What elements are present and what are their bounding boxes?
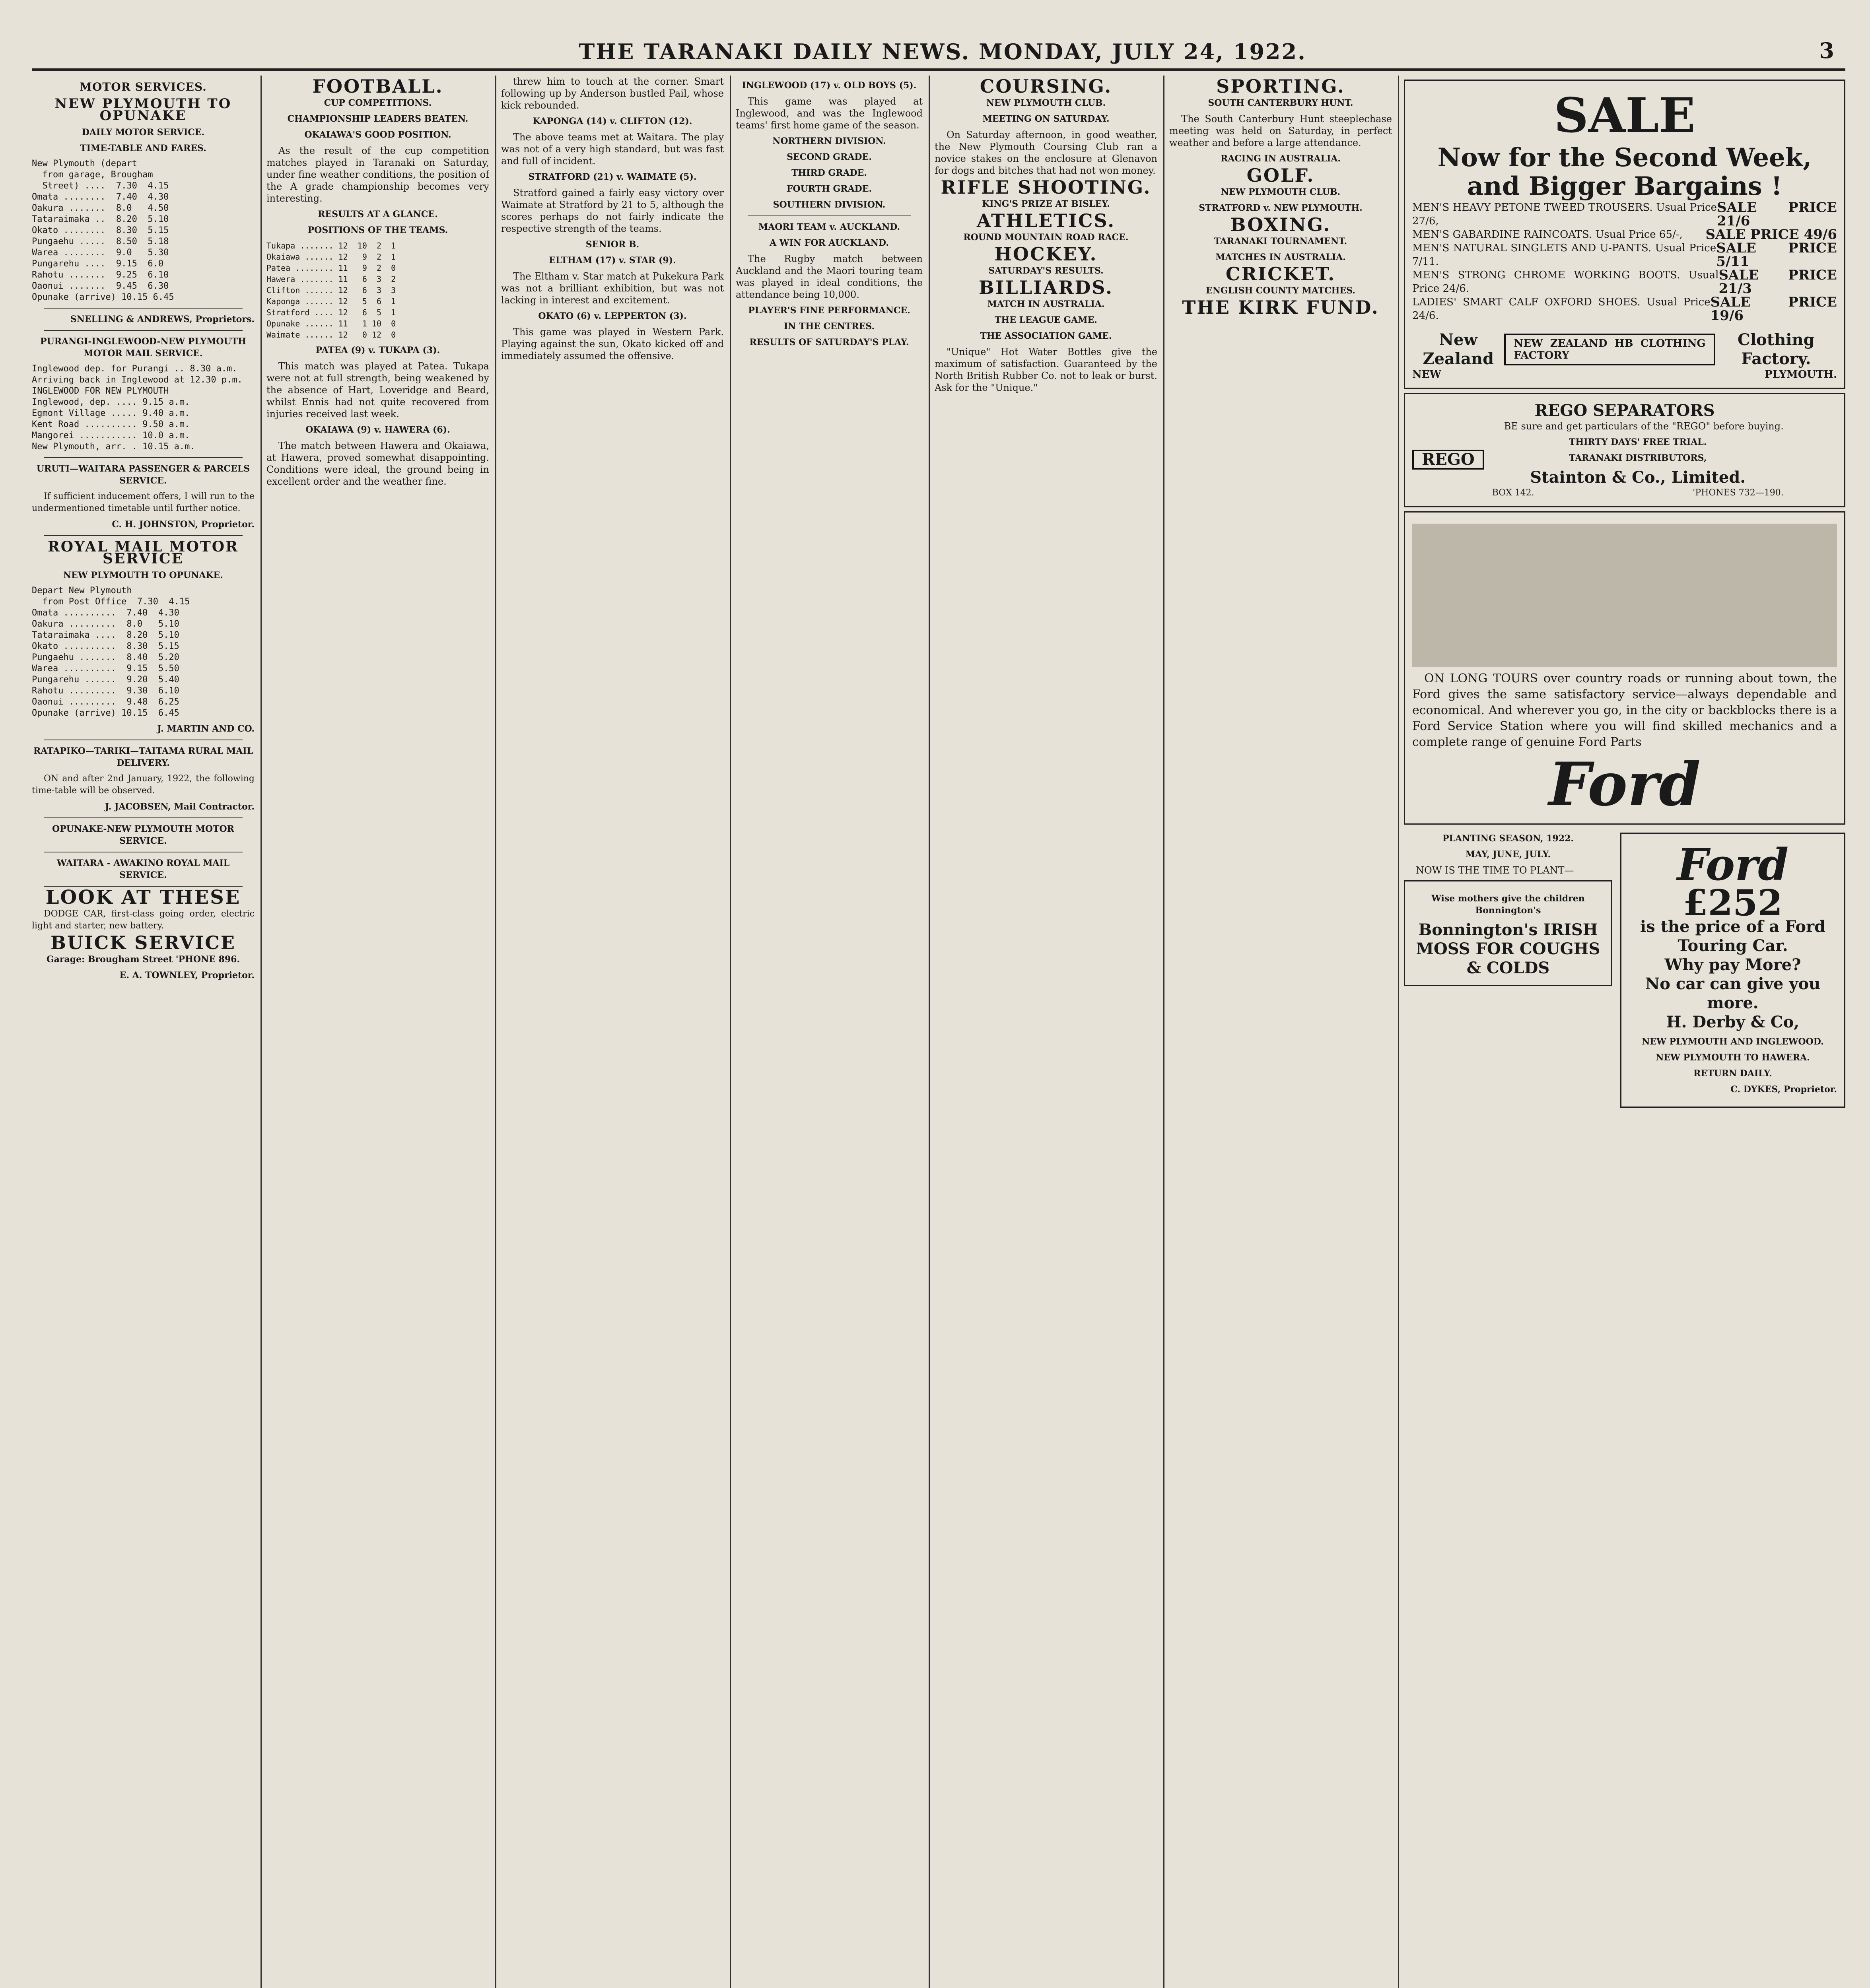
article-body: Stratford gained a fairly easy victory over Waimate at Stratford by 21 to 5, although the scores perhaps do not fairly indicate the respective strength of the teams. [501,187,724,234]
masthead-title: THE TARANAKI DAILY NEWS. MONDAY, JULY 24, 1922. [579,39,1306,64]
opunake-owners: SNELLING & ANDREWS, Proprietors. [70,314,255,324]
column-motor-services [32,76,255,1988]
column-rule [1163,76,1164,1988]
centres-sub: RESULTS OF SATURDAY'S PLAY. [749,337,909,348]
column-rule [730,76,731,1988]
sale-item-name: MEN'S GABARDINE RAINCOATS. Usual Price 65/-, [1412,229,1683,241]
patea-head: PATEA (9) v. TUKAPA (3). [315,345,440,355]
senior-b: SENIOR B. [585,239,640,250]
ford-price-text: is the price of a Ford Touring Car. [1640,917,1826,955]
rego-phone: 'PHONES 732—190. [1693,488,1784,498]
royal-mail-title: ROYAL MAIL MOTOR SERVICE [47,538,239,567]
column-coursing [935,76,1157,1988]
sale-item [1412,268,1837,295]
column-rule [929,76,930,1988]
nz-clothing-ad [1404,80,1845,389]
ford-logo: Ford [1548,749,1701,819]
article-body: This game was played in Western Park. Playing against the sun, Okato kicked off and immediately assumed the offensive. [501,326,724,361]
sale-item [1412,201,1837,228]
sale-item-price: SALE PRICE 19/6 [1710,294,1837,324]
uruti-owner: C. H. JOHNSTON, Proprietor. [112,519,255,530]
look-body: DODGE CAR, first-class going order, electric light and starter, new battery. [32,909,255,931]
billiards-sub: MATCH IN AUSTRALIA. [987,299,1105,309]
rego-firm: Stainton & Co., Limited. [1530,468,1746,487]
hawera-owner: C. DYKES, Proprietor. [1730,1084,1837,1095]
association-head: THE ASSOCIATION GAME. [980,331,1112,341]
football-sub2: CHAMPIONSHIP LEADERS BEATEN. [287,114,468,124]
nz-logo: NEW ZEALAND HB CLOTHING FACTORY [1504,334,1715,365]
divider [44,457,243,458]
royal-mail-owner: J. MARTIN AND CO. [157,724,255,734]
article-body: The Rugby match between Auckland and the Maori touring team was played in ideal conditions, the attendance being 10,000. [736,253,923,300]
ford-text: ON LONG TOURS over country roads or running about town, the Ford gives the same satisfactory service—always dependable and economical. And wherever you go, in the city or backblocks there is a Ford Service Station where you will find skilled mechanics and a complete range of genuine Ford Parts [1412,672,1837,749]
athletics-heading: ATHLETICS. [976,210,1116,231]
football-heading: FOOTBALL. [312,76,443,97]
rifle-heading: RIFLE SHOOTING. [941,177,1151,198]
ford-logo: Ford [1677,839,1789,890]
no-car: No car can give you more. [1645,975,1821,1012]
player-head: PLAYER'S FINE PERFORMANCE. [748,305,910,316]
eltham-head: ELTHAM (17) v. STAR (9). [549,255,676,266]
okaiawa-head: OKAIAWA (9) v. HAWERA (6). [305,425,450,435]
sale-item [1412,295,1837,322]
ford-tour-ad [1404,511,1845,825]
opunake-np-title: OPUNAKE-NEW PLYMOUTH MOTOR SERVICE. [52,824,234,846]
waitara-title: WAITARA - AWAKINO ROYAL MAIL SERVICE. [56,858,230,880]
ford-price-ad [1620,833,1845,1108]
okato-head: OKATO (6) v. LEPPERTON (3). [538,311,687,321]
centres-head: IN THE CENTRES. [783,321,875,332]
cricket-heading: CRICKET. [1225,263,1336,285]
nz-town: PLYMOUTH. [1765,369,1837,381]
section-heading: MOTOR SERVICES. [80,80,207,93]
boxing-heading: BOXING. [1230,214,1331,235]
bonnington-name: Bonnington's IRISH MOSS FOR COUGHS & COLDS [1416,920,1600,977]
article-body: The South Canterbury Hunt steeplechase meeting was held on Saturday, in perfect weather and before a large attendance. [1169,113,1392,148]
nz-new: NEW [1412,369,1441,381]
sale-item-name: MEN'S HEAVY PETONE TWEED TROUSERS. Usual Price 27/6, [1412,202,1717,227]
stratford-np: STRATFORD v. NEW PLYMOUTH. [1199,203,1363,213]
article-body: threw him to touch at the corner. Smart following up by Anderson bustled Pail, whose kick rebounded. [501,76,724,111]
buick-title: BUICK SERVICE [51,932,236,953]
bonnington-tag: Wise mothers give the children Bonnington's [1431,893,1585,916]
coursing-heading: COURSING. [980,76,1112,97]
masthead-rule [32,68,1845,71]
planting-sub: MAY, JUNE, JULY. [1465,849,1551,860]
timetable: Inglewood dep. for Purangi .. 8.30 a.m. Arriving back in Inglewood at 12.30 p.m. INGLEWOOD FOR NEW PLYMOUTH Inglewood, dep. .... 9.15 a.m. Egmont Village ..... 9.40 a.m. Kent Road .......... 9.50 a.m. Mangorei ........... 10.0 a.m. New Plymouth, arr. . 10.15 a.m. [32,364,243,452]
column-rule [260,76,262,1988]
hawera-head: NEW PLYMOUTH TO HAWERA. [1656,1052,1810,1063]
article-body: The match between Hawera and Okaiawa, at Hawera, proved somewhat disappointing. Conditions were ideal, the ground being in excellent order and the weather fine. [266,440,489,487]
column-rule [1398,76,1399,1988]
coursing-sub2: MEETING ON SATURDAY. [982,114,1110,124]
boxing-sub: TARANAKI TOURNAMENT. [1214,236,1347,247]
planting-head: PLANTING SEASON, 1922. [1442,833,1574,844]
bonnington-ad [1404,880,1612,986]
divider [44,535,243,536]
planting-ad [1404,829,1612,1112]
column-rule [495,76,496,1988]
article-body: This match was played at Patea. Tukapa were not at full strength, being weakened by the absence of Hart, Loveridge and Beard, whilst Ennis had not quite recovered from injuries received last week. [266,361,489,419]
rego-title: REGO SEPARATORS [1534,401,1715,420]
sale-item-price: SALE PRICE 21/3 [1718,267,1837,297]
matches-aus: MATCHES IN AUSTRALIA. [1215,252,1346,262]
uruti-title: URUTI—WAITARA PASSENGER & PARCELS SERVICE. [36,464,250,486]
ford-price: £252 [1683,882,1783,924]
football-sub3: OKAIAWA'S GOOD POSITION. [304,130,451,140]
positions-head: POSITIONS OF THE TEAMS. [307,225,448,235]
kirk-heading: THE KIRK FUND. [1182,297,1379,318]
article-body: The above teams met at Waitara. The play was not of a very high standard, but was fast and full of incident. [501,132,724,167]
sale-headline: Now for the Second Week, and Bigger Bargains ! [1437,143,1812,201]
article-body: This game was played at Inglewood, and was the Inglewood teams' first home game of the season. [736,96,923,131]
opunake-sub: DAILY MOTOR SERVICE. [82,127,205,138]
northern: NORTHERN DIVISION. [772,136,886,146]
sale-item-price: SALE PRICE 21/6 [1716,200,1837,229]
rifle-sub: KING'S PRIZE AT BISLEY. [982,199,1110,209]
ratapiko-body: ON and after 2nd January, 1922, the following time-table will be observed. [32,774,255,796]
article-body: The Eltham v. Star match at Pukekura Park was not a brilliant exhibition, but was not lacking in interest and excitement. [501,271,724,306]
standings-table: Tukapa ....... 12 10 2 1 Okaiawa ...... 12 9 2 1 Patea ........ 11 9 2 0 Hawera ....... 11 6 3 2 Clifton ...... 12 6 3 3 Kaponga ...... 12 5 6 1 Stratford .... 12 6 5 1 Opunake ...... 11 1 10 0 Waimate ...... 12 0 12 0 [266,241,396,340]
buick-garage: Garage: Brougham Street 'PHONE 896. [46,954,240,965]
derby-sub: NEW PLYMOUTH AND INGLEWOOD. [1642,1037,1824,1047]
billiards-heading: BILLIARDS. [978,277,1113,298]
column-football-cont [501,76,724,1988]
southern: SOUTHERN DIVISION. [773,200,886,210]
article-body: As the result of the cup competition matches played in Taranaki on Saturday, under fine weather conditions, the position of the A grade championship becomes very interesting. [266,145,489,204]
why-pay: Why pay More? [1664,955,1801,974]
sporting-sub: SOUTH CANTERBURY HUNT. [1208,98,1353,108]
rego-dist: TARANAKI DISTRIBUTORS, [1569,453,1707,463]
derby: H. Derby & Co, [1666,1013,1800,1031]
hockey-sub: SATURDAY'S RESULTS. [988,266,1104,276]
racing-sub: RACING IN AUSTRALIA. [1220,153,1341,164]
results-head: RESULTS AT A GLANCE. [318,209,438,219]
column-football-results [736,76,923,1988]
rego-box: BOX 142. [1492,488,1534,498]
third-grade: THIRD GRADE. [791,168,867,178]
league-head: THE LEAGUE GAME. [995,315,1097,325]
fourth-grade: FOURTH GRADE. [786,184,872,194]
divider [44,817,243,818]
athletics-sub: ROUND MOUNTAIN ROAD RACE. [963,232,1129,243]
planting-text: NOW IS THE TIME TO PLANT— [1416,865,1574,876]
column-sporting [1169,76,1392,1988]
nz-left: New Zealand [1423,330,1494,368]
kaponga-head: KAPONGA (14) v. CLIFTON (12). [533,116,692,126]
sale-items [1412,201,1837,322]
timetable: New Plymouth (depart from garage, Brougham Street) .... 7.30 4.15 Omata ........ 7.40 4.30 Oakura ....... 8.0 4.50 Tataraimaka .. 8.20 5.10 Okato ........ 8.30 5.15 Pungaehu ..... 8.50 5.18 Warea ........ 9.0 5.30 Pungarehu .... 9.15 6.0 Rahotu ....... 9.25 6.10 Oaonui ....... 9.45 6.30 Opunake (arrive) 10.15 6.45 [32,159,174,302]
purangi-title: PURANGI-INGLEWOOD-NEW PLYMOUTH MOTOR MAIL SERVICE. [40,336,246,359]
opunake-table-head: TIME-TABLE AND FARES. [80,143,206,153]
opunake-title: NEW PLYMOUTH TO OPUNAKE [54,96,232,124]
rego-text: BE sure and get particulars of the "REGO" before buying. [1504,421,1784,432]
sale-item-price: SALE PRICE 49/6 [1705,227,1837,243]
car-illustration [1412,524,1837,667]
cricket-sub: ENGLISH COUNTY MATCHES. [1206,285,1355,296]
maori-sub: A WIN FOR AUCKLAND. [770,238,889,248]
look-title: LOOK AT THESE [45,886,241,909]
sale-item-name: MEN'S NATURAL SINGLETS AND U-PANTS. Usual Price 7/11. [1412,242,1716,268]
ratapiko-owner: J. JACOBSEN, Mail Contractor. [105,802,255,812]
sale-item-name: LADIES' SMART CALF OXFORD SHOES. Usual Price 24/6. [1412,296,1711,322]
hawera-sub: RETURN DAILY. [1693,1068,1772,1079]
divider [748,215,911,216]
column-football [266,76,489,1988]
article-body: On Saturday afternoon, in good weather, the New Plymouth Coursing Club ran a novice stakes on the enclosure at Glenavon for dogs and bitches that had not won money. [935,129,1157,176]
stratford-head: STRATFORD (21) v. WAIMATE (5). [528,172,697,182]
royal-mail-sub: NEW PLYMOUTH TO OPUNAKE. [63,570,223,580]
uruti-body: If sufficient inducement offers, I will run to the undermentioned timetable until further notice. [32,491,255,513]
timetable: Depart New Plymouth from Post Office 7.30 4.15 Omata .......... 7.40 4.30 Oakura ......... 8.0 5.10 Tataraimaka .... 8.20 5.10 Okato .......... 8.30 5.15 Pungaehu ....... 8.40 5.20 Warea .......... 9.15 5.50 Pungarehu ...... 9.20 5.40 Rahotu ......... 9.30 6.10 Oaonui ......... 9.48 6.25 Opunake (arrive) 10.15 6.45 [32,586,190,718]
hockey-heading: HOCKEY. [994,243,1098,265]
coursing-sub: NEW PLYMOUTH CLUB. [986,98,1106,108]
buick-owner: E. A. TOWNLEY, Proprietor. [119,970,255,980]
page-number: 3 [1819,38,1834,63]
rego-trial: THIRTY DAYS' FREE TRIAL. [1569,437,1707,447]
football-sub1: CUP COMPETITIONS. [324,98,432,108]
sale-item [1412,228,1837,241]
sale-item [1412,241,1837,268]
unique-ad: "Unique" Hot Water Bottles give the maximum of satisfaction. Guaranteed by the North British Rubber Co. not to leak or burst. Ask for the "Unique." [935,346,1157,393]
divider [44,330,243,331]
sale-item-price: SALE PRICE 5/11 [1716,240,1837,270]
divider [44,308,243,309]
golf-heading: GOLF. [1246,165,1315,186]
nz-right: Clothing Factory. [1738,330,1815,368]
sale-item-name: MEN'S STRONG CHROME WORKING BOOTS. Usual Price 24/6. [1412,269,1719,295]
second-grade: SECOND GRADE. [787,152,872,162]
sale-word: SALE [1554,87,1695,144]
golf-sub: NEW PLYMOUTH CLUB. [1221,187,1341,197]
sporting-heading: SPORTING. [1216,76,1345,97]
rego-ad [1404,393,1845,507]
rego-logo: REGO [1412,450,1484,470]
inglewood-head: INGLEWOOD (17) v. OLD BOYS (5). [742,80,917,91]
column-advertisements [1404,76,1845,1988]
maori-head: MAORI TEAM v. AUCKLAND. [758,222,900,232]
ratapiko-title: RATAPIKO—TARIKI—TAITAMA RURAL MAIL DELIVERY. [33,746,253,768]
